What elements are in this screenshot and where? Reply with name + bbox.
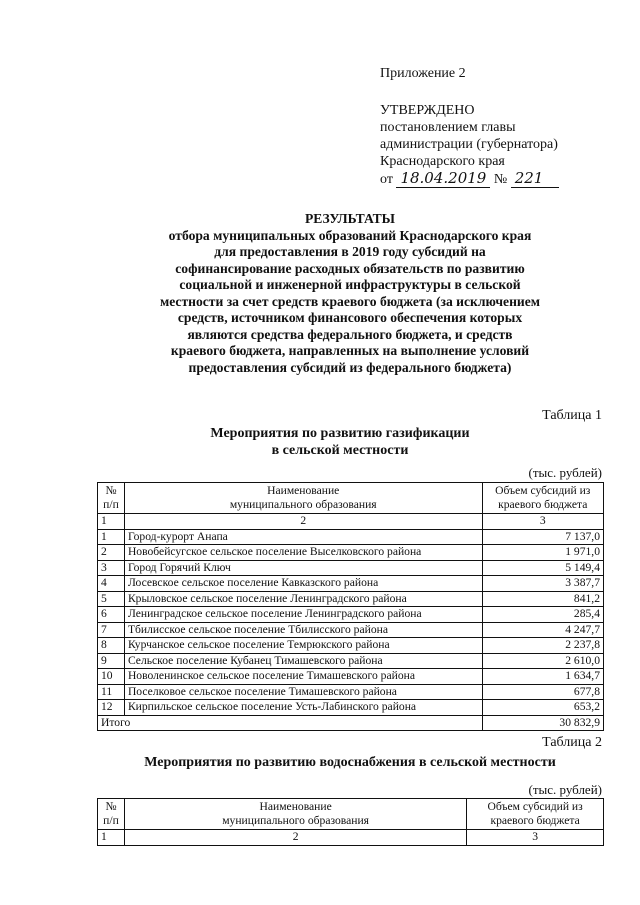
row-name: Город Горячий Ключ — [124, 560, 482, 576]
title-line: местности за счет средств краевого бюджета (за исключением — [159, 293, 541, 309]
table-row — [98, 607, 604, 623]
title-line: являются средства федерального бюджета, и средств — [187, 326, 513, 342]
row-amount: 841,2 — [482, 591, 604, 607]
header-num: № п/п — [98, 799, 125, 830]
number-sign: № — [493, 172, 508, 187]
table2 — [97, 798, 604, 846]
approval-line: администрации (губернатора) — [380, 137, 558, 152]
table-row — [98, 700, 604, 716]
table-header-row — [98, 483, 604, 514]
title-line: отбора муниципальных образований Краснодарского края — [168, 227, 532, 243]
total-amount: 30 832,9 — [482, 715, 604, 731]
row-amount: 285,4 — [482, 607, 604, 623]
document-title — [60, 211, 640, 376]
handwritten-date: 18.04.2019 — [396, 170, 490, 188]
row-amount: 1 971,0 — [482, 545, 604, 561]
row-name: Сельское поселение Кубанец Тимашевского района — [124, 653, 482, 669]
title-line: средств, источником финансового обеспечения которых — [177, 310, 523, 325]
row-amount: 3 387,7 — [482, 576, 604, 592]
colnum-cell: 1 — [98, 830, 125, 846]
row-amount: 4 247,7 — [482, 622, 604, 638]
row-amount: 653,2 — [482, 700, 604, 716]
header-name: Наименование муниципального образования — [124, 799, 466, 830]
row-name: Крыловское сельское поселение Ленинградского района — [124, 591, 482, 607]
row-num: 5 — [98, 591, 125, 607]
approval-block — [380, 102, 559, 188]
table2-label: Таблица 2 — [542, 735, 602, 750]
table-header-row — [98, 799, 604, 830]
table-row — [98, 591, 604, 607]
table1-title-line: Мероприятия по развитию газификации — [210, 426, 470, 441]
row-name: Ленинградское сельское поселение Ленинградского района — [124, 607, 482, 623]
table2-unit: (тыс. рублей) — [528, 782, 602, 797]
row-num: 9 — [98, 653, 125, 669]
row-amount: 5 149,4 — [482, 560, 604, 576]
column-number-row — [98, 830, 604, 846]
title-line: краевого бюджета, направленных на выполнение условий — [170, 343, 530, 358]
approval-line: постановлением главы — [380, 120, 516, 135]
row-num: 2 — [98, 545, 125, 561]
row-num: 6 — [98, 607, 125, 623]
table2-title: Мероприятия по развитию водоснабжения в сельской местности — [144, 755, 556, 770]
row-name: Лосевское сельское поселение Кавказского района — [124, 576, 482, 592]
table-row — [98, 684, 604, 700]
title-line: социальной и инженерной инфраструктуры в сельской — [179, 277, 521, 292]
date-prefix: от — [380, 172, 393, 187]
row-amount: 1 634,7 — [482, 669, 604, 685]
table1-label: Таблица 1 — [542, 408, 602, 423]
row-num: 8 — [98, 638, 125, 654]
table-row — [98, 653, 604, 669]
header-amount: Объем субсидий из краевого бюджета — [482, 483, 604, 514]
row-name: Новобейсугское сельское поселение Выселковского района — [124, 545, 482, 561]
table-row — [98, 560, 604, 576]
header-num: № п/п — [98, 483, 125, 514]
title-line: для предоставления в 2019 году субсидий на — [214, 244, 486, 259]
row-num: 11 — [98, 684, 125, 700]
table-row — [98, 638, 604, 654]
approval-line: Краснодарского края — [380, 154, 505, 169]
row-name: Курчанское сельское поселение Темрюкского района — [124, 638, 482, 654]
title-line: софинансирование расходных обязательств по развитию — [175, 260, 525, 276]
approved-heading: УТВЕРЖДЕНО — [380, 103, 475, 118]
row-name: Новоленинское сельское поселение Тимашевского района — [124, 669, 482, 685]
table1 — [97, 482, 604, 731]
row-name: Поселковое сельское поселение Тимашевского района — [124, 684, 482, 700]
row-name: Тбилисское сельское поселение Тбилисского района — [124, 622, 482, 638]
colnum-cell: 1 — [98, 514, 125, 530]
total-row — [98, 715, 604, 731]
header-amount: Объем субсидий из краевого бюджета — [467, 799, 604, 830]
row-num: 4 — [98, 576, 125, 592]
total-label: Итого — [98, 715, 483, 731]
approval-date-line — [380, 170, 559, 188]
row-amount: 677,8 — [482, 684, 604, 700]
row-num: 10 — [98, 669, 125, 685]
table-row — [98, 529, 604, 545]
colnum-cell: 2 — [124, 830, 466, 846]
row-amount: 2 237,8 — [482, 638, 604, 654]
row-name: Город-курорт Анапа — [124, 529, 482, 545]
appendix-label: Приложение 2 — [380, 66, 466, 81]
table1-title — [100, 425, 580, 459]
table1-title-line: в сельской местности — [271, 443, 409, 458]
colnum-cell: 3 — [467, 830, 604, 846]
table1-unit: (тыс. рублей) — [528, 465, 602, 480]
row-num: 1 — [98, 529, 125, 545]
table-row — [98, 622, 604, 638]
title-heading: РЕЗУЛЬТАТЫ — [304, 211, 396, 226]
title-line: предоставления субсидий из федерального бюджета) — [188, 359, 512, 375]
table-row — [98, 576, 604, 592]
row-amount: 7 137,0 — [482, 529, 604, 545]
header-name: Наименование муниципального образования — [124, 483, 482, 514]
column-number-row — [98, 514, 604, 530]
table-row — [98, 669, 604, 685]
row-num: 3 — [98, 560, 125, 576]
row-num: 12 — [98, 700, 125, 716]
colnum-cell: 3 — [482, 514, 604, 530]
row-num: 7 — [98, 622, 125, 638]
handwritten-number: 221 — [511, 170, 559, 188]
row-name: Кирпильское сельское поселение Усть-Лабинского района — [124, 700, 482, 716]
row-amount: 2 610,0 — [482, 653, 604, 669]
table-row — [98, 545, 604, 561]
colnum-cell: 2 — [124, 514, 482, 530]
